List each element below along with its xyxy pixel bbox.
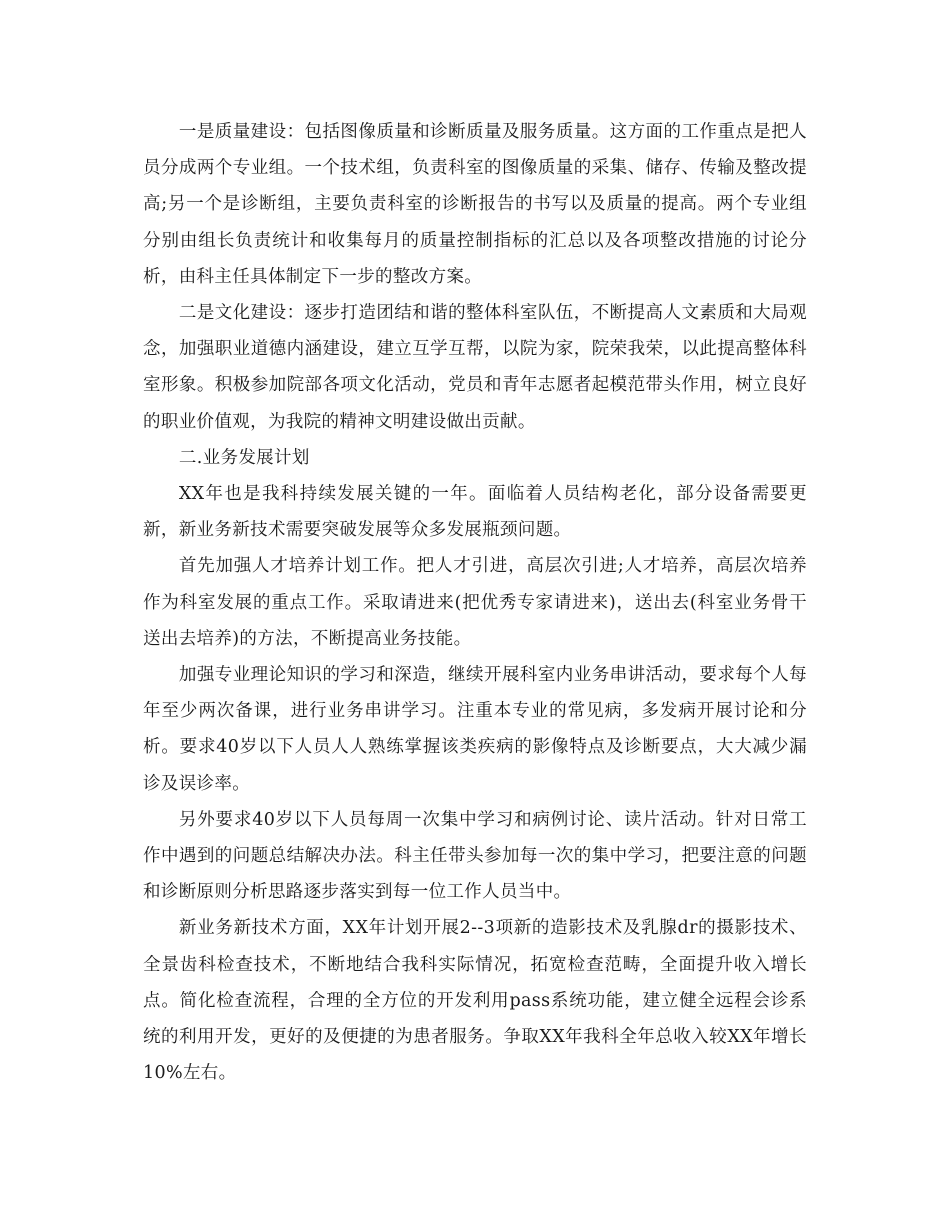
paragraph-quality-building: 一是质量建设：包括图像质量和诊断质量及服务质量。这方面的工作重点是把人员分成两个专业组。一个技术组，负责科室的图像质量的采集、储存、传输及整改提高;另一个是诊断组，主要负责科室的诊断报告的书写以及质量的提高。两个专业组分别由组长负责统计和收集每月的质量控制指标的汇总以及各项整改措施的讨论分析，由科主任具体制定下一步的整改方案。 (143, 122, 807, 287)
paragraph-talent-training: 首先加强人才培养计划工作。把人才引进，高层次引进;人才培养，高层次培养作为科室发展的重点工作。采取请进来(把优秀专家请进来)，送出去(科室业务骨干送出去培养)的方法，不断提高业务技能。 (143, 556, 807, 649)
paragraph-new-technology: 新业务新技术方面，XX年计划开展2--3项新的造影技术及乳腺dr的摄影技术、全景齿科检查技术，不断地结合我科实际情况，拓宽检查范畴，全面提升收入增长点。简化检查流程，合理的全方位的开发利用pass系统功能，建立健全远程会诊系统的利用开发，更好的及便捷的为患者服务。争取XX年我科全年总收入较XX年增长10%左右。 (143, 918, 807, 1084)
section-heading: 二.业务发展计划 (178, 447, 310, 468)
document-body (143, 114, 807, 1091)
paragraph-weekly-learning: 另外要求40岁以下人员每周一次集中学习和病例讨论、读片活动。针对日常工作中遇到的问题总结解决办法。科主任带头参加每一次的集中学习，把要注意的问题和诊断原则分析思路逐步落实到每一位工作人员当中。 (143, 809, 807, 903)
paragraph-professional-study: 加强专业理论知识的学习和深造，继续开展科室内业务串讲活动，要求每个人每年至少两次备课，进行业务串讲学习。注重本专业的常见病，多发病开展讨论和分析。要求40岁以下人员人人熟练掌握该类疾病的影像特点及诊断要点，大大减少漏诊及误诊率。 (143, 665, 807, 794)
paragraph-development-overview: XX年也是我科持续发展关键的一年。面临着人员结构老化，部分设备需要更新，新业务新技术需要突破发展等众多发展瓶颈问题。 (143, 484, 807, 541)
paragraph-culture-building: 二是文化建设：逐步打造团结和谐的整体科室队伍，不断提高人文素质和大局观念，加强职业道德内涵建设，建立互学互帮，以院为家，院荣我荣，以此提高整体科室形象。积极参加院部各项文化活动，党员和青年志愿者起模范带头作用，树立良好的职业价值观，为我院的精神文明建设做出贡献。 (143, 303, 807, 432)
